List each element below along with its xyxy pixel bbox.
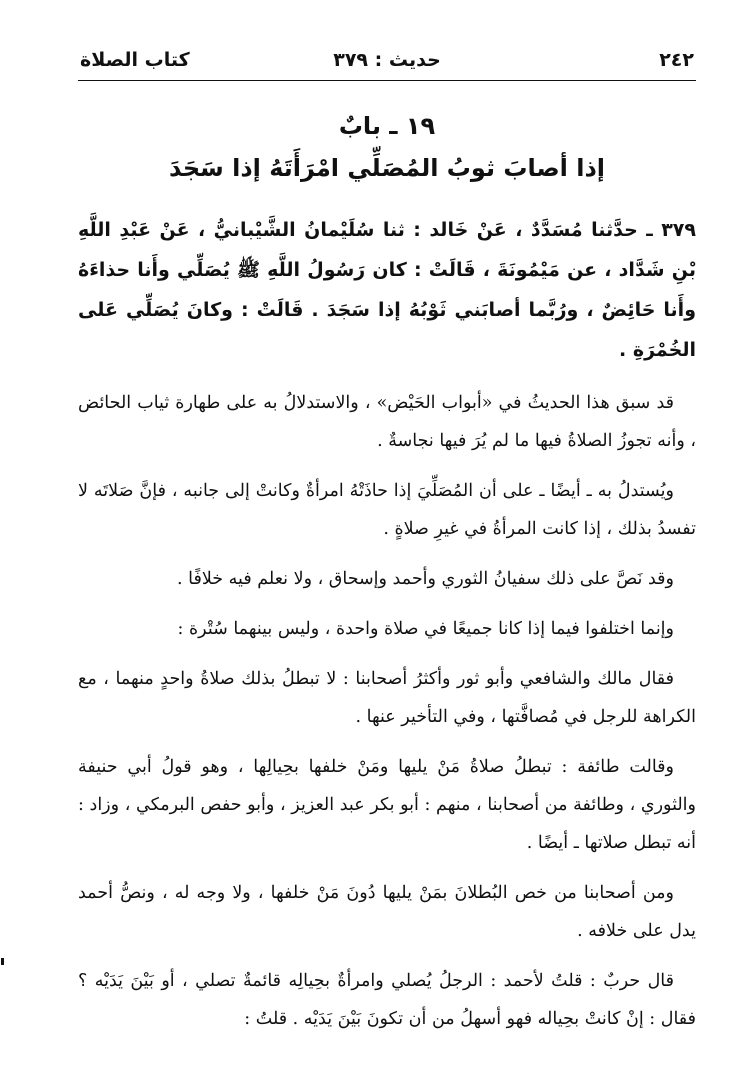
chapter-heading [78,108,696,190]
header-rule [78,80,696,81]
commentary-paragraph: ومن أصحابنا من خص البُطلانَ بمَنْ يليها دُونَ مَنْ خلفها ، ولا وجه له ، ونصُّ أحمد يدل على خلافه . [78,883,696,941]
chapter-title: إذا أصابَ ثوبُ المُصَلِّي امْرَأَتَهُ إذا سَجَدَ [168,154,606,182]
page-number: ٢٤٢ [659,49,694,71]
commentary-paragraph: قد سبق هذا الحديثُ في «أبواب الحَيْض» ، والاستدلالُ به على طهارة ثياب الحائض ، وأنه تجوزُ الصلاةُ فيها ما لم يُرَ فيها نجاسةٌ . [78,393,696,451]
book-title: كتاب الصلاة [80,49,190,71]
commentary-paragraph: قال حربٌ : قلتُ لأحمد : الرجلُ يُصلي وامرأةٌ بحِيالِه قائمةٌ تصلي ، أو بَيْنَ يَدَيْه ؟ فقال : إنْ كانتْ بحِياله فهو أسهلُ من أن تكونَ بَيْنَ يَدَيْه . قلتُ : [78,971,696,1029]
hadith-text: ٣٧٩ ـ حدَّثنا مُسَدَّدٌ ، عَنْ خَالد : ثنا سُلَيْمانُ الشَّيْبانيُّ ، عَنْ عَبْدِ اللَّهِ بْنِ شَدَّاد ، عن مَيْمُونَةَ ، قَالَتْ : كان رَسُولُ اللَّهِ ﷺ يُصَلِّي وأَنا حذاءَهُ وأَنا حَائِضٌ ، ورُبَّما أصابَني ثَوْبُهُ إذا سَجَدَ . قَالَتْ : وكانَ يُصَلِّي عَلى الخُمْرَةِ . [78,219,696,361]
hadith-reference: حديث : ٣٧٩ [333,49,441,71]
commentary-paragraph: وقد نَصَّ على ذلك سفيانُ الثوري وأحمد وإسحاق ، ولا نعلم فيه خلافًا . [177,569,674,589]
page-body [78,210,696,1050]
commentary-paragraph: وإنما اختلفوا فيما إذا كانا جميعًا في صلاة واحدة ، وليس بينهما سُتْرة : [177,619,674,639]
commentary-paragraph: ويُستدلُ به ـ أيضًا ـ على أن المُصَلِّيَ إذا حاذَتْهُ امرأةٌ وكانتْ إلى جانبه ، فإنَّ صَلاتَه لا تفسدُ بذلك ، إذا كانت المرأةُ في غيرِ صلاةٍ . [78,481,696,539]
commentary-paragraph: وقالت طائفة : تبطلُ صلاةُ مَنْ يليها ومَنْ خلفها بحِيالِها ، وهو قولُ أبي حنيفة والثوري ، وطائفة من أصحابنا ، منهم : أبو بكر عبد العزيز ، وأبو حفص البرمكي ، وزاد : أنه تبطل صلاتها ـ أيضًا . [78,757,696,853]
running-header [78,40,696,80]
commentary-paragraph: فقال مالك والشافعي وأبو ثور وأكثرُ أصحابنا : لا تبطلُ بذلك صلاةُ واحدٍ منهما ، مع الكراهة للرجل في مُصافَّتها ، وفي التأخير عنها . [78,669,696,727]
scan-edge-mark [1,958,4,965]
chapter-number: ١٩ ـ بابٌ [338,112,436,140]
